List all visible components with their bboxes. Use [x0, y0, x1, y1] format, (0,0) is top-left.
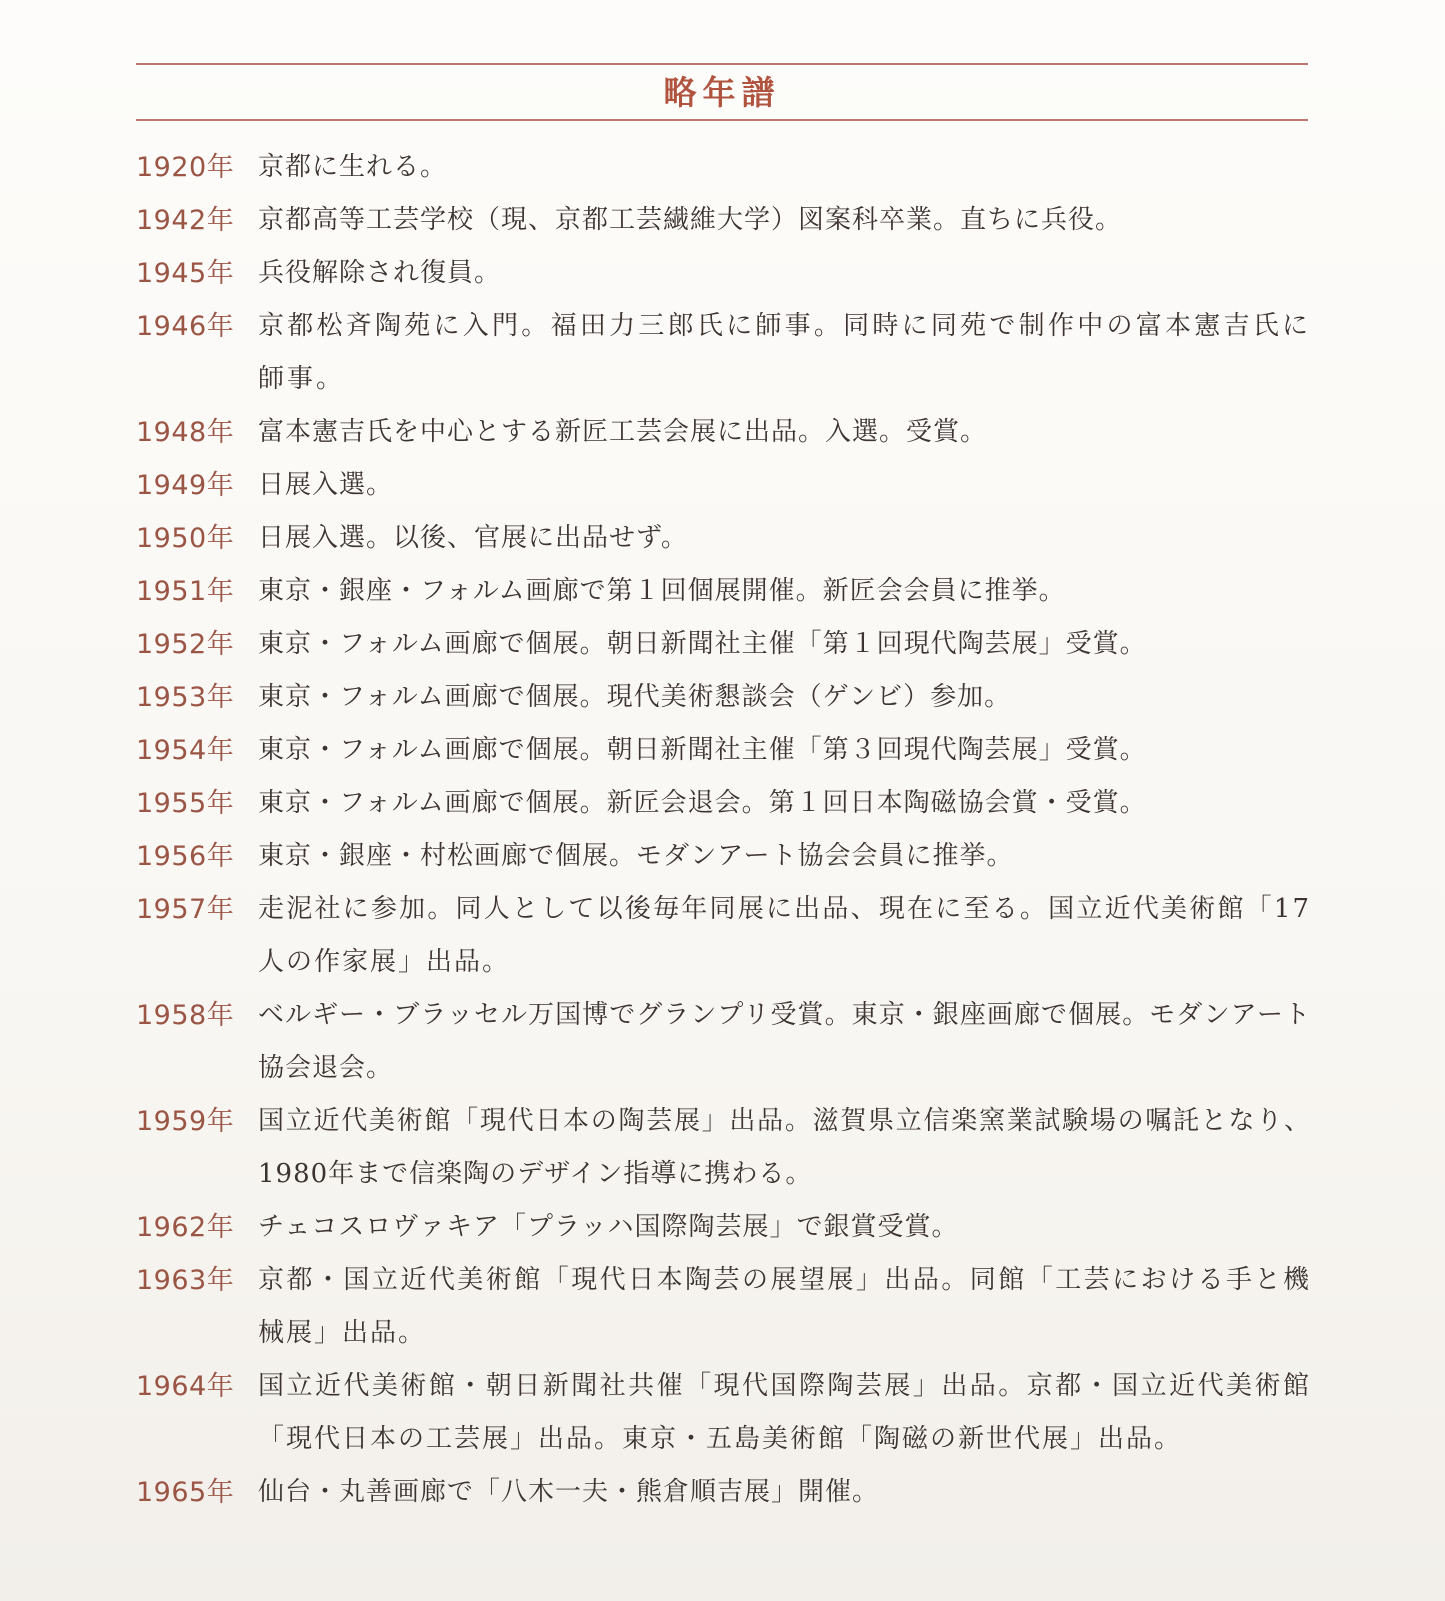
- chronology-entry: [136, 777, 1311, 830]
- chronology-entry: [136, 247, 1311, 300]
- entry-text: 東京・フォルム画廊で個展。朝日新聞社主催「第３回現代陶芸展」受賞。: [258, 735, 1147, 765]
- chronology-entry: [136, 1254, 1311, 1360]
- entry-text: 兵役解除され復員。: [258, 258, 502, 288]
- chronology-entry: [136, 724, 1311, 777]
- entry-year: 1920年: [136, 152, 235, 183]
- chronology-entry: [136, 1360, 1311, 1466]
- chronology-entry: [136, 671, 1311, 724]
- chronology-entry: [136, 459, 1311, 512]
- chronology-entry: [136, 512, 1311, 565]
- entry-text: 東京・フォルム画廊で個展。朝日新聞社主催「第１回現代陶芸展」受賞。: [258, 629, 1147, 659]
- chronology-entry: [136, 406, 1311, 459]
- chronology-entry: [136, 194, 1311, 247]
- chronology-entry: [136, 883, 1311, 989]
- entry-text: 国立近代美術館・朝日新聞社共催「現代国際陶芸展」出品。京都・国立近代美術館「現代日本の工芸展」出品。東京・五島美術館「陶磁の新世代展」出品。: [258, 1371, 1311, 1454]
- entry-year: 1965年: [136, 1477, 235, 1508]
- entry-year: 1962年: [136, 1212, 235, 1243]
- title-rule-bottom: [136, 119, 1308, 121]
- entry-year: 1946年: [136, 311, 235, 342]
- entry-text: 富本憲吉氏を中心とする新匠工芸会展に出品。入選。受賞。: [258, 417, 988, 447]
- chronology-entry: [136, 565, 1311, 618]
- chronology-entry: [136, 1095, 1311, 1201]
- chronology-entry: [136, 1466, 1311, 1519]
- title-rule-top: [136, 63, 1308, 65]
- entry-text: 走泥社に参加。同人として以後毎年同展に出品、現在に至る。国立近代美術館「17人の作家展」出品。: [258, 894, 1311, 977]
- entry-year: 1955年: [136, 788, 235, 819]
- entry-text: 京都松斉陶苑に入門。福田力三郎氏に師事。同時に同苑で制作中の富本憲吉氏に師事。: [258, 311, 1311, 394]
- entry-year: 1959年: [136, 1106, 235, 1137]
- entry-text: ベルギー・ブラッセル万国博でグランプリ受賞。東京・銀座画廊で個展。モダンアート協会退会。: [258, 1000, 1311, 1083]
- entry-year: 1949年: [136, 470, 235, 501]
- chronology-entry: [136, 618, 1311, 671]
- entry-text: 東京・銀座・村松画廊で個展。モダンアート協会会員に推挙。: [258, 841, 1014, 871]
- entry-text: 京都・国立近代美術館「現代日本陶芸の展望展」出品。同館「工芸における手と機械展」出品。: [258, 1265, 1311, 1348]
- entry-text: 東京・フォルム画廊で個展。新匠会退会。第１回日本陶磁協会賞・受賞。: [258, 788, 1147, 818]
- entry-year: 1963年: [136, 1265, 235, 1296]
- entry-text: 京都に生れる。: [258, 152, 448, 182]
- chronology-entry: [136, 300, 1311, 406]
- entry-year: 1954年: [136, 735, 235, 766]
- entry-year: 1957年: [136, 894, 235, 925]
- entry-text: 東京・フォルム画廊で個展。現代美術懇談会（ゲンビ）参加。: [258, 682, 1012, 712]
- entry-year: 1942年: [136, 205, 235, 236]
- entry-text: 東京・銀座・フォルム画廊で第１回個展開催。新匠会会員に推挙。: [258, 576, 1066, 606]
- entry-text: チェコスロヴァキア「プラッハ国際陶芸展」で銀賞受賞。: [258, 1212, 959, 1242]
- entry-year: 1956年: [136, 841, 235, 872]
- chronology-entry: [136, 989, 1311, 1095]
- entry-text: 仙台・丸善画廊で「八木一夫・熊倉順吉展」開催。: [258, 1477, 880, 1507]
- entry-year: 1945年: [136, 258, 235, 289]
- entry-year: 1950年: [136, 523, 235, 554]
- entry-year: 1952年: [136, 629, 235, 660]
- page-title: 略年譜: [663, 73, 781, 112]
- entry-year: 1964年: [136, 1371, 235, 1402]
- entry-text: 日展入選。以後、官展に出品せず。: [258, 523, 688, 553]
- entry-text: 日展入選。: [258, 470, 394, 500]
- chronology-entry: [136, 1201, 1311, 1254]
- chronology-entry: [136, 830, 1311, 883]
- chronology-list: [136, 141, 1311, 1519]
- entry-text: 京都高等工芸学校（現、京都工芸繊維大学）図案科卒業。直ちに兵役。: [258, 205, 1123, 235]
- entry-year: 1953年: [136, 682, 235, 713]
- entry-text: 国立近代美術館「現代日本の陶芸展」出品。滋賀県立信楽窯業試験場の嘱託となり、1980年まで信楽陶のデザイン指導に携わる。: [258, 1106, 1311, 1189]
- entry-year: 1948年: [136, 417, 235, 448]
- entry-year: 1958年: [136, 1000, 235, 1031]
- entry-year: 1951年: [136, 576, 235, 607]
- chronology-entry: [136, 141, 1311, 194]
